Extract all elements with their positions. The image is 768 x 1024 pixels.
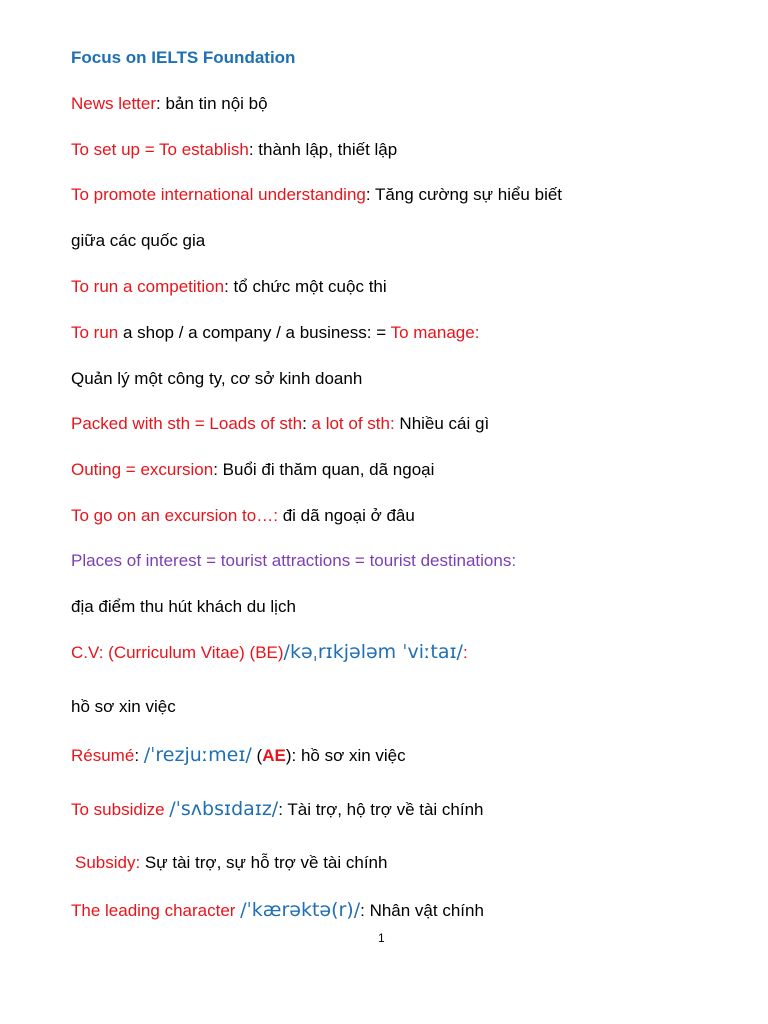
definition-line: [71, 696, 176, 718]
vocab-line: [71, 139, 397, 161]
vocab-line: [71, 505, 415, 527]
colon: :: [462, 643, 468, 662]
separator: :: [134, 746, 144, 765]
definition: Sự tài trợ, sự hỗ trợ về tài chính: [140, 853, 388, 872]
definition: : Tăng cường sự hiểu biết: [365, 185, 563, 204]
term: To promote international understanding: [71, 185, 366, 204]
vocab-line: [71, 459, 434, 481]
term: To run: [71, 323, 119, 342]
definition: a shop / a company / a business: =: [118, 323, 391, 342]
definition: hồ sơ xin việc: [71, 697, 176, 716]
definition: Nhiều cái gì: [394, 414, 490, 433]
definition: đi dã ngoại ở đâu: [277, 506, 415, 525]
term: Subsidy:: [75, 853, 141, 872]
term: Résumé: [71, 746, 135, 765]
term: To subsidize: [71, 800, 170, 819]
definition: : Tài trợ, hộ trợ về tài chính: [278, 800, 484, 819]
definition-line: [71, 368, 362, 390]
vocab-line: [75, 852, 387, 874]
definition: ): hồ sơ xin việc: [285, 746, 406, 765]
definition-line: [71, 596, 296, 618]
document-title: Focus on IELTS Foundation: [71, 48, 296, 67]
vocab-line: [71, 322, 479, 344]
definition: giữa các quốc gia: [71, 231, 206, 250]
definition: : tổ chức một cuộc thi: [224, 277, 387, 296]
paren-open: (: [251, 746, 263, 765]
pronunciation: /kəˌrɪkjələm ˈviːtaɪ/: [283, 641, 463, 663]
term: To set up = To establish: [71, 140, 249, 159]
page-number: 1: [378, 931, 385, 945]
definition: Quản lý một công ty, cơ sở kinh doanh: [71, 369, 363, 388]
vocab-line: [71, 276, 387, 298]
definition: : Nhân vật chính: [360, 901, 484, 920]
definition: địa điểm thu hút khách du lịch: [71, 597, 296, 616]
vocab-line: [71, 550, 516, 572]
vocab-line: [71, 744, 406, 767]
separator: :: [302, 414, 312, 433]
synonym-term: a lot of sth:: [311, 414, 395, 433]
term: To go on an excursion to…:: [71, 506, 278, 525]
term: C.V: (Curriculum Vitae) (BE): [71, 643, 284, 662]
synonym-term: To manage:: [390, 323, 480, 342]
term: The leading character: [71, 901, 241, 920]
term: Packed with sth = Loads of sth: [71, 414, 303, 433]
vocab-line: [71, 413, 489, 435]
term: News letter: [71, 94, 157, 113]
definition-line: [71, 230, 205, 252]
pronunciation: /ˈsʌbsɪdaɪz/: [169, 798, 279, 820]
definition: : bản tin nội bộ: [156, 94, 268, 113]
vocab-line: [71, 899, 484, 922]
vocab-line: [71, 93, 268, 115]
pronunciation: /ˈrezjuːmeɪ/: [143, 744, 252, 766]
definition: : Buổi đi thăm quan, dã ngoại: [213, 460, 435, 479]
term: Places of interest = tourist attractions = tourist destinations:: [71, 551, 517, 570]
vocab-line: [71, 184, 562, 206]
term: To run a competition: [71, 277, 225, 296]
vocab-line: [71, 641, 468, 664]
definition: : thành lập, thiết lập: [248, 140, 398, 159]
term: Outing = excursion: [71, 460, 214, 479]
vocab-line: [71, 798, 484, 821]
pronunciation: /ˈkærəktə(r)/: [240, 899, 361, 921]
variant-badge: AE: [262, 746, 286, 765]
